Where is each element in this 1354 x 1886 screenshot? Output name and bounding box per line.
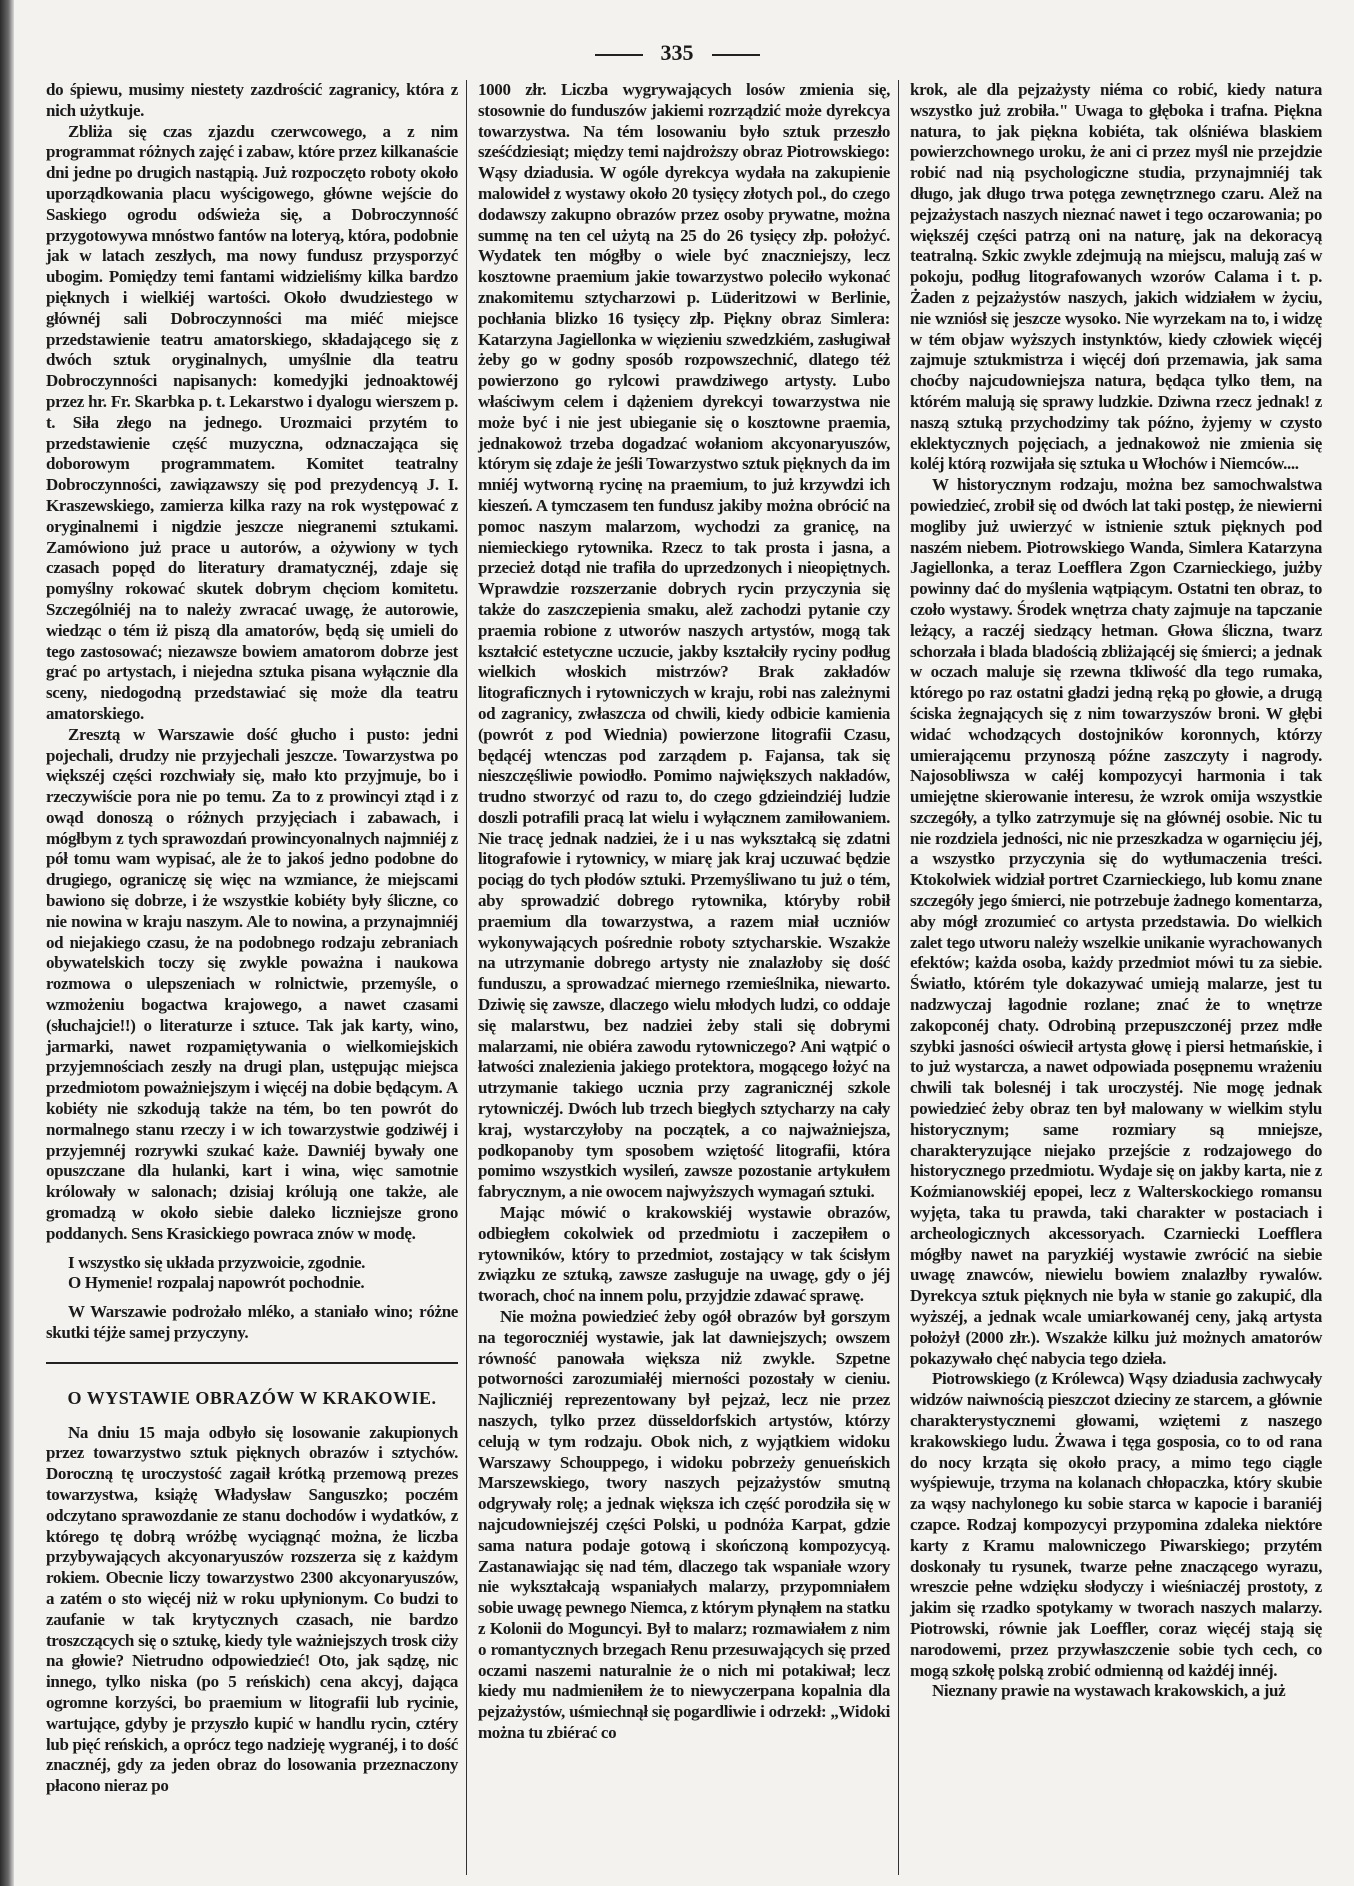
paragraph: Mając mówić o krakowskiéj wystawie obrazów, odbiegłem cokolwiek od przedmiotu i zaczepiłem o rytowników, który to przedmiot, zostający w tak ścisłym związku ze sztuką, zawsze zasługuje na uwagę, gdy o jéj tworach, choć na innem polu, przyjdzie zdawać sprawę. <box>478 1203 890 1306</box>
paragraph: Zbliża się czas zjazdu czerwcowego, a z nim programmat różnych zajęć i zabaw, które przez kilkanaście dni jedne po drugich nastąpią. Już rozpoczęto roboty około uporządkowania placu wyścigowego, główne wejście do Saskiego ogrodu odświeża się, a Dobroczynność przygotowywa mnóstwo fantów na loteryą, która, podobnie jak w latach zeszłych, ma nowy fundusz przysporzyć ubogim. Pomiędzy temi fantami widzieliśmy kilka bardzo pięknych i wielkiéj wartości. Około dwudziestego w głównéj sali Dobroczynności ma miéć miejsce przedstawienie teatru amatorskiego, składającego się z dwóch sztuk oryginalnych, umyślnie dla teatru Dobroczynności napisanych: komedyjki jednoaktowéj przez hr. Fr. Skarbka p. t. Lekarstwo i dyalogu wierszem p. t. Siła złego na jednego. Urozmaici przytém to przedstawienie część muzyczna, odznaczająca się doborowym programmatem. Komitet teatralny Dobroczynności, zawiązawszy się pod prezydencyą J. I. Kraszewskiego, zamierza kilka razy na rok występować z oryginalnemi i nigdzie jeszcze niegranemi sztukami. Zamówiono już prace u autorów, a ożywiony w tych czasach popęd do literatury dramatycznéj, zdaje się pomyślny rokować skutek dobrym chęciom komitetu. Szczególniéj na to należy zwracać uwagę, że autorowie, wiedząc o tém iż piszą dla amatorów, będą się umieli do tego zastosować; niezawsze bowiem amatorom dobrze jest grać po artystach, i niejedna sztuka pisana wyłącznie dla sceny, niedogodną przedstawiać się może dla teatru amatorskiego. <box>46 121 458 723</box>
page-number: 335 <box>660 40 694 65</box>
paragraph: do śpiewu, musimy niestety zazdrościć zagranicy, która z nich użytkuje. <box>46 80 458 120</box>
column-3 <box>910 80 1322 1702</box>
column-rule <box>466 80 467 1875</box>
paragraph: Nieznany prawie na wystawach krakowskich, a już <box>932 1681 1286 1701</box>
verse-line: O Hymenie! rozpalaj napowrót pochodnie. <box>68 1273 365 1293</box>
paragraph: Piotrowskiego (z Królewca) Wąsy dziadusia zachwycały widzów naiwnością pieszczot dzieciny ze starcem, a głównie charakterystycznemi głowami, wziętemi z naszego krakowskiego ludu. Żwawa i tęga gosposia, co to od rana do nocy krząta się około pracy, a mimo tego ciągle wyśpiewuje, trzyma na kolanach chłopaczka, który skubie za wąsy nachylonego ku sobie starca w kapocie i baraniéj czapce. Rodzaj kompozycyi przypomina zdaleka niektóre karty z Kramu malowniczego Piwarskiego; przytém doskonały tu rysunek, twarze pełne znaczącego wyrazu, wreszcie pełne wdzięku słodyczy i wieśniaczéj prostoty, z jakim się rzadko spotykamy w tworach naszych malarzy. Piotrowski, równie jak Loeffler, coraz więcéj stają się narodowemi, przez przywłaszczenie sobie tych cech, co mogą szkołę polską zrobić odmienną od każdéj innéj. <box>910 1369 1322 1680</box>
article-heading: O WYSTAWIE OBRAZÓW W KRAKOWIE. <box>67 1387 437 1408</box>
column-rule <box>898 80 899 1875</box>
header-dash-right <box>712 54 760 56</box>
paragraph: W historycznym rodzaju, można bez samochwalstwa powiedzieć, zrobił się od dwóch lat taki postęp, że niewierni mogliby już uwierzyć w istnienie sztuk pięknych pod naszém niebem. Piotrowskiego Wanda, Simlera Katarzyna Jagiellonka, a teraz Loefflera Zgon Czarnieckiego, jużby powinny dać do myślenia wątpiącym. Ostatni ten obraz, to czoło wystawy. Środek wnętrza chaty zajmuje na tapczanie leżący, a raczéj siedzący hetman. Głowa śliczna, twarz schorzała i blada bladością zbliżającéj się śmierci; a jednak w oczach maluje się rzewna tkliwość dla tego rumaka, którego po raz ostatni gładzi jedną ręką po głowie, a drugą ściska żegnających się z nim towarzyszów broni. W głębi widać wchodzących dostojników koronnych, którzy umierającemu przynoszą późne zaszczyty i nagrody. Najosobliwsza w całéj kompozycyi harmonia i tak umiejętne skierowanie interesu, że wzrok omija wszystkie szczegóły, a tylko zatrzymuje się na głównéj osobie. Nic tu nie rozdziela jedności, nic nie przeszkadza w ogarnięciu jéj, a wszystko przyczynia się do wytłumaczenia treści. Ktokolwiek widział portret Czarnieckiego, lub komu znane szczegóły jego śmierci, nie potrzebuje żadnego komentarza, aby mógł zrozumieć co artysta przedstawia. Do wielkich zalet tego utworu należy wszelkie unikanie wyrachowanych efektów; każda osoba, każdy przedmiot mówi tu za siebie. Światło, którém tyle dokazywać umieją malarze, jest tu nadzwyczaj łagodnie rozlane; znać że to wnętrze zakopconéj chaty. Odrobiną przepuszczonéj przez mdłe szybki jasności oświecił artysta głowę i piersi hetmańskie, i to już wystarcza, a nawet odpowiada posępnemu wrażeniu chwili tak bolesnéj i tak uroczystéj. Nie mogę jednak powiedzieć żeby obraz ten był malowany w wielkim stylu historycznym; same rozmiary są mniejsze, charakteryzujące niejako przejście z rodzajowego do historycznego przedmiotu. Wydaje się on jakby karta, nie z Koźmianowskiéj epopei, lecz z Walterskockiego romansu wyjęta, taka tu prawda, taki charakter w postaciach i archeologicznych akcessoryach. Czarniecki Loefflera mógłby nawet na paryzkiéj wystawie zwrócić na siebie uwagę znawców, niewielu bowiem znalazłby rywalów. Dyrekcya sztuk pięknych nie była w stanie go zakupić, dla wyższéj, a jednak wcale umiarkowanéj ceny, jaką artysta położył (2000 złr.). Wszakże kilku już możnych amatorów pokazywało chęć nabycia tego dzieła. <box>910 475 1322 1368</box>
column-2 <box>478 80 890 1744</box>
column-1 <box>46 80 458 1797</box>
paragraph: 1000 złr. Liczba wygrywających losów zmienia się, stosownie do funduszów jakiemi rozrządzić może dyrekcya towarzystwa. Na tém losowaniu było sztuk przeszło sześćdziesiąt; między temi najdroższy obraz Piotrowskiego: Wąsy dziadusia. W ogóle dyrekcya wydała na zakupienie malowideł z wystawy około 20 tysięcy złotych pol., do czego dodawszy zakupno obrazów przez osoby prywatne, można summę na ten cel użytą na 25 do 26 tysięcy złp. położyć. Wydatek ten mógłby o wiele być znaczniejszy, lecz kosztowne praemium jakie towarzystwo poleciło wykonać znakomitemu sztycharzowi p. Lüderitzowi w Berlinie, pochłania blizko 16 tysięcy złp. Piękny obraz Simlera: Katarzyna Jagiellonka w więzieniu szwedzkiém, zasługiwał żeby go w godny sposób rozpowszechnić, dlatego téż powierzono go rylcowi prawdziwego artysty. Lubo właściwym celem i dążeniem dyrekcyi towarzystwa nie może być i nie jest ubieganie się o kosztowne praemia, jednakowoż trzeba dogadzać wołaniom akcyonaryuszów, którym się zdaje że jeśli Towarzystwo sztuk pięknych da im mniéj wytworną rycinę na praemium, to już krzywdzi ich kieszeń. A tymczasem ten fundusz jakiby można obrócić na pomoc naszym malarzom, wychodzi za granicę, na niemieckiego rytownika. Rzecz to tak prosta i jasna, a przecież dotąd nie trafiła do uprzedzonych i nieopiętnych. Wprawdzie rozszerzanie dobrych rycin przyczynia się także do zaszczepienia smaku, alež zachodzi pytanie czy praemia robione z utworów naszych artystów, mogą tak kształcić estetyczne uczucie, jakby kształciły ryciny podług wielkich włoskich mistrzów? Brak zakładów litograficznych i rytowniczych w kraju, robi nas zależnymi od zagranicy, zwłaszcza od chwili, kiedy odbicie kamienia (powrót z pod Wiednia) powierzone litografii Czasu, będącéj wtenczas pod zarządem p. Fajansa, tak się nieszczęśliwie powiodło. Pomimo największych nakładów, trudno stworzyć od razu to, do czego gdzieindziéj ludzie doszli potrafili pracą lat wielu i wyłącznem zamiłowaniem. Nie tracę jednak nadziei, że i u nas wykształcą się zdatni litografowie i rytownicy, w miarę jak kraj uczuwać będzie pociąg do tych płodów sztuki. Przemyśliwano tu już o tém, aby sprowadzić dobrego rytownika, któryby robił praemium dla towarzystwa, a razem miał uczniów wykonywających pośrednie roboty sztycharskie. Wszakże na utrzymanie dobrego artysty nie znalazłoby się dość funduszu, a sprowadzać miernego rzemieślnika, niewarto. Dziwię się zawsze, dlaczego wielu młodych ludzi, co oddaje się malarstwu, bez nadziei żeby stali się dobrymi malarzami, nie obiéra zawodu rytowniczego? Ani wątpić o łatwości znalezienia jakiego protektora, mogącego łożyć na utrzymanie takiego ucznia przy zagranicznéj szkole rytowniczéj. Dwóch lub trzech biegłych sztycharzy na cały kraj, wystarczyłoby na początek, a co najważniejsza, podkopanoby tym sposobem wziętość litografii, która pomimo wszystkich wysileń, zawsze pozostanie artykułem fabrycznym, a nie owocem najwyższych wymagań sztuki. <box>478 80 890 1202</box>
page-header <box>0 40 1354 66</box>
paragraph: Zresztą w Warszawie dość głucho i pusto: jedni pojechali, drudzy nie przyjechali jeszcze. Towarzystwa po większéj części rozchwiały się, mało kto przyjmuje, bo i rzeczywiście pora nie po temu. Za to z prowincyi ztąd i z owąd donoszą o różnych przyjęciach i zabawach, i mógłbym z tych sprawozdań prowincyonalnych najmniéj z pół tomu wam wypisać, ale że to jakoś jedno podobne do drugiego, ograniczę się więc na wzmiance, że miejscami bawiono się dobrze, i że wszystkie kobiéty były śliczne, co nie nowina w kraju naszym. Ale to nowina, a przynajmniéj od niejakiego czasu, że na podobnego rodzaju zebraniach obywatelskich toczy się zwykle poważna i naukowa rozmowa o ulepszeniach w rolnictwie, przemyśle, o wzmożeniu bogactwa krajowego, a nawet czasami (słuchajcie!!) o literaturze i sztuce. Tak jak karty, wino, jarmarki, nawet rozpamiętywania o wielkomiejskich przyjemnościach zeszły na drugi plan, ustępując miejsca przedmiotom poważniejszym i więcéj na dobie będącym. A kobiéty nie szkodują także na tém, bo ten powrót do normalnego stanu rzeczy i w ich towarzystwie godziwéj i przyjemnéj rozrywki szukać każe. Dawniéj bywały one opuszczane dla hulanki, kart i wina, więc samotnie królowały w salonach; dzisiaj królują one także, ale gromadzą w około siebie daleko liczniejsze grono poddanych. Sens Krasickiego powraca znów w modę. <box>46 724 458 1243</box>
page-binding-edge <box>0 0 14 1886</box>
section-divider <box>46 1362 458 1364</box>
header-dash-left <box>595 54 643 56</box>
verse-line: I wszystko się układa przyzwoicie, zgodnie. <box>68 1252 366 1272</box>
paragraph: krok, ale dla pejzażysty niéma co robić, kiedy natura wszystko już zrobiła." Uwaga to głęboka i trafna. Piękna natura, to jak piękna kobiéta, tak olśniéwa blaskiem powierzchownego uroku, że ani ci przez myśl nie przejdzie robić nad nią psychologiczne studia, przynajmniéj tak długo, jak długo trwa potęga zewnętrznego czaru. Alež na pejzażystach naszych nieznać nawet i tego oczarowania; po większéj części patrzą oni na naturę, jak na dekoracyą teatralną. Szkic zwykle zdejmują na miejscu, malują zaś w pokoju, podług litografowanych wzorów Calama i t. p. Żaden z pejzażystów naszych, jakich widziałem w życiu, nie wzniósł się jeszcze wysoko. Nie wyrzekam na to, i widzę w tém objaw wyższych instynktów, kiedy człowiek więcéj zajmuje sztukmistrza i więcéj doń przemawia, jak sama choćby najcudowniejsza natura, będąca tylko tłem, na którém malują się sprawy ludzkie. Dziwna rzecz jednak! z naszą sztuką przychodzimy tak późno, żyjemy w czysto eklektycznych pojęciach, a jednakowoż nie zmienia się koléj którą rozwijała się sztuka u Włochów i Niemców.... <box>910 80 1322 474</box>
paragraph: Nie można powiedzieć żeby ogół obrazów był gorszym na tegoroczniéj wystawie, jak lat dawniejszych; owszem równość panowała większa niż zwykle. Szpetne potworności zarozumiałéj mierności pozostały w cieniu. Najliczniéj reprezentowany był pejzaż, lecz nie przez naszych, tylko przez düsseldorfskich artystów, którzy celują w tym rodzaju. Obok nich, z wyjątkiem widoku Warszawy Schouppego, i widoku pobrzeży genueńskich Marszewskiego, twory naszych pejzażystów smutną odgrywały rolę; a jednak większa ich część porodziła się w najcudowniejszéj części Polski, u podnóża Karpat, gdzie sama natura podaje gotową i skończoną kompozycyą. Zastanawiając się nad tém, dlaczego tak wspaniałe wzory nie wykształcają wspaniałych malarzy, przypomniałem sobie uwagę pewnego Niemca, z którym płynąłem na statku z Kolonii do Moguncyi. Był to malarz; rozmawiałem z nim o romantycznych brzegach Renu przesuwających się przed oczami naszemi naturalnie że o nich mi potakiwał; lecz kiedy mu nadmieniłem że to niewyczerpana kopalnia dla pejzażystów, uśmiechnął się pogardliwie i odrzekł: „Widoki można tu zbiérać co <box>478 1307 890 1742</box>
paragraph: Na dniu 15 maja odbyło się losowanie zakupionych przez towarzystwo sztuk pięknych obrazów i sztychów. Doroczną tę uroczystość zagaił krótką przemową prezes towarzystwa, książę Władysław Sanguszko; poczém odczytano sprawozdanie ze stanu dochodów i wydatków, z którego tę dobrą wróżbę wyciągnąć można, że liczba przybywających akcyonaryuszów rozszerza się z każdym rokiem. Obecnie liczy towarzystwo 2300 akcyonaryuszów, a zatém o sto więcéj niż w roku upłynionym. Co budzi to zaufanie w tak krytycznych czasach, nie bardzo troszczących się o sztukę, kiedy tyle ważniejszych trosk ciży na głowie? Nietrudno odpowiedzieć! Oto, jak sądzę, nic innego, tylko niska (po 5 reńskich) cena akcyj, dająca ogromne korzyści, bo praemium w litografii lub rycinie, wartujące, gdyby je przyszło kupić w handlu rycin, cztéry lub pięć reńskich, a oprócz tego nadzieję wygranéj, i to dość znacznéj, gdy za jeden obraz do losowania przeznaczony płacono nieraz po <box>46 1422 458 1796</box>
paragraph: W Warszawie podrożało mléko, a staniało wino; różne skutki téjże samej przyczyny. <box>46 1302 458 1343</box>
